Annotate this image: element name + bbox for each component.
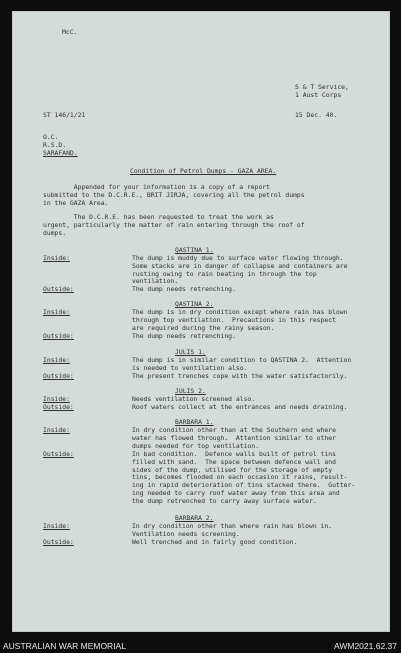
ref-top: McC. (62, 28, 78, 36)
outside-text: In bad condition. Defence walls built of petrol tins filled with sand. The space between defence wall and sides of the dump, utilised for the storage of empty tins, becomes flooded on each occasion it rains, result- ing in rapid deterioration of tins stacked there. Gutter- ing needed to carry roof water away from this area and the dump retrenched to carry away surface water. (132, 450, 356, 505)
outside-label: Outside: (43, 372, 74, 380)
inside-label: Inside: (43, 426, 70, 434)
footer-accession-number: AWM2021.62.37 (334, 641, 397, 651)
paragraph-1: Appended for your information is a copy of a report submitted to the D.C.R.E., BRIT JIRJA, covering all the petrol dumps in the GAZA Area. (43, 183, 305, 207)
inside-label: Inside: (43, 308, 70, 316)
file-reference: ST 146/1/21 (43, 111, 86, 119)
inside-text: The dump is muddy due to surface water flowing through. Some stacks are in danger of collapse and containers are rusting owing to rain beating in through the top ventilation. (132, 254, 348, 286)
unit-line-2: 1 Aust Corps (295, 91, 342, 99)
addressee-line-3: SARAFAND. (43, 149, 78, 157)
section-heading: JULIS 1. (175, 348, 206, 356)
section-heading: JULIS 2. (175, 387, 206, 395)
outside-label: Outside: (43, 538, 74, 546)
section-heading: QASTINA 2. (175, 300, 214, 308)
footer-institution: AUSTRALIAN WAR MEMORIAL (3, 641, 126, 651)
inside-label: Inside: (43, 395, 70, 403)
outside-text: Roof waters collect at the entrances and needs draining. (132, 403, 348, 411)
archive-footer (0, 639, 401, 653)
inside-text: The dump is in similar condition to QASTINA 2. Attention is needed to ventilation also. (132, 356, 352, 372)
inside-label: Inside: (43, 522, 70, 530)
inside-text: In dry condition other than where rain has blown in. Ventilation needs screening. (132, 522, 333, 538)
inside-label: Inside: (43, 356, 70, 364)
outside-text: The dump needs retrenching. (132, 332, 236, 340)
outside-label: Outside: (43, 450, 74, 458)
addressee-line-1: O.C. (43, 133, 59, 141)
document-page (12, 11, 390, 632)
inside-text: The dump is in dry condition except where rain has blown through top ventilation. Precautions in this respect are required during the rainy season. (132, 308, 348, 332)
paragraph-2: The D.C.R.E. has been requested to treat the work as urgent, particularly the matter of rain entering through the roof of dumps. (43, 213, 305, 237)
section-heading: BARBARA 2. (175, 514, 214, 522)
document-date: 15 Dec. 40. (295, 111, 338, 119)
outside-text: Well trenched and in fairly good condition. (132, 538, 298, 546)
inside-text: Needs ventilation screened also. (132, 395, 256, 403)
inside-text: In dry condition other than at the Southern end where water has flowed through. Attention similar to other dumps needed for top ventilation. (132, 426, 336, 450)
document-title: Condition of Petrol Dumps - GAZA AREA. (130, 167, 277, 175)
outside-label: Outside: (43, 332, 74, 340)
section-heading: QASTINA 1. (175, 246, 214, 254)
unit-line-1: S & T Service, (295, 83, 349, 91)
section-heading: BARBARA 1. (175, 418, 214, 426)
outside-label: Outside: (43, 285, 74, 293)
outside-label: Outside: (43, 403, 74, 411)
addressee-line-2: R.S.D. (43, 141, 67, 149)
outside-text: The dump needs retrenching. (132, 285, 236, 293)
outside-text: The present trenches cope with the water satisfactorily. (132, 372, 348, 380)
inside-label: Inside: (43, 254, 70, 262)
